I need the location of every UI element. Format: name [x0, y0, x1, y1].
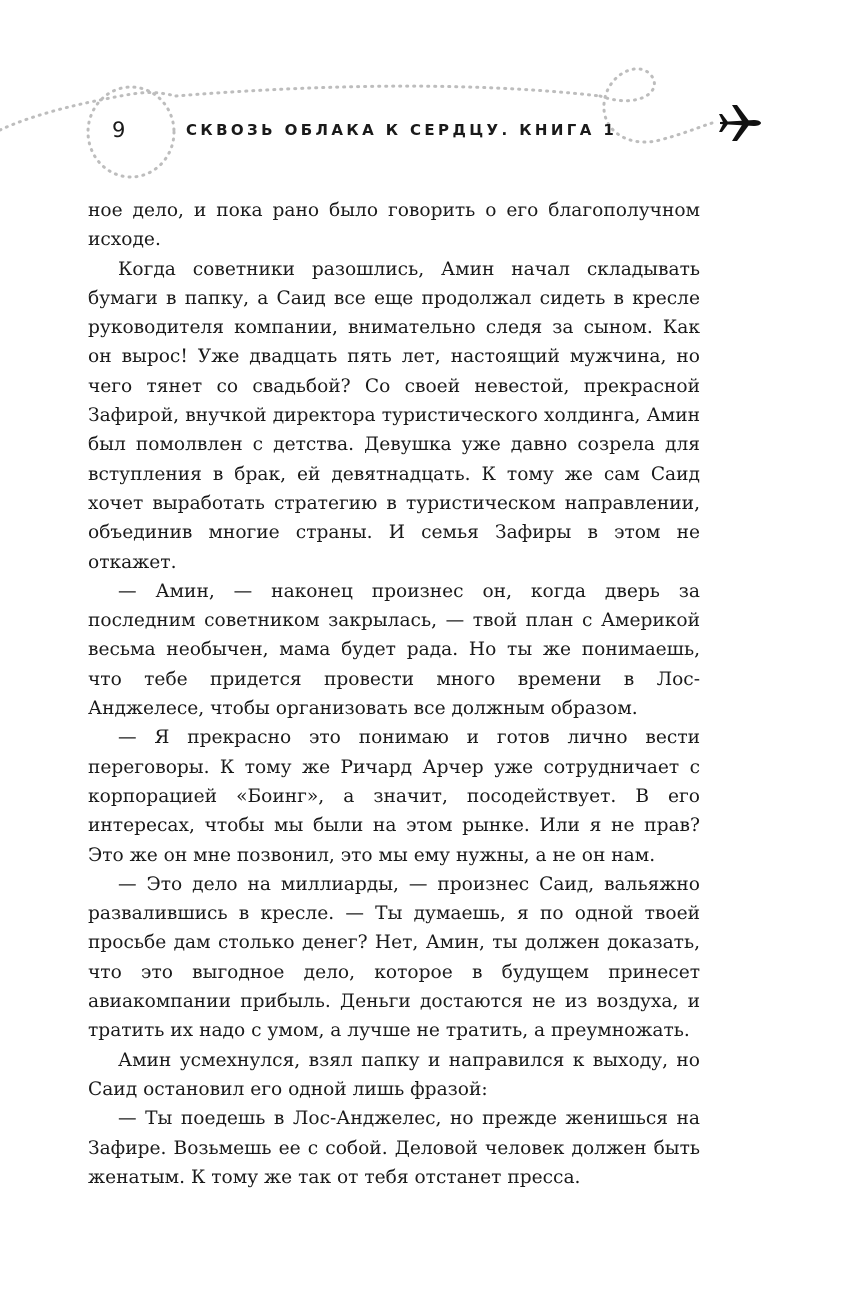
running-title: СКВОЗЬ ОБЛАКА К СЕРДЦУ. КНИГА 1	[186, 121, 618, 139]
paragraph: ное дело, и пока рано было говорить о его благополучном исходе.	[88, 200, 700, 251]
paragraph: — Ты поедешь в Лос-Анджелес, но прежде женишься на Зафире. Возьмешь ее с собой. Деловой человек должен быть женатым. К тому же так от тебя отстанет пресса.	[88, 1108, 700, 1188]
dotted-flight-path	[0, 0, 844, 200]
paragraph: Когда советники разошлись, Амин начал складывать бумаги в папку, а Саид все еще продолжал сидеть в кресле руководителя компании, внимательно следя за сыном. Как он вырос! Уже двадцать пять лет, настоящий мужчина, но чего тянет со свадьбой? Со своей невестой, прекрасной Зафирой, внучкой директора туристического холдинга, Амин был помолвлен с детства. Девушка уже давно созрела для вступления в брак, ей девятнадцать. К тому же сам Саид хочет выработать стратегию в туристическом направлении, объединив многие страны. И семья Зафиры в этом не откажет.	[88, 258, 700, 573]
flight-path-trail	[0, 93, 176, 130]
flight-path-loop	[600, 69, 716, 142]
paragraph: — Я прекрасно это понимаю и готов лично вести переговоры. К тому же Ричард Арчер уже сотрудничает с корпорацией «Боинг», а значит, посодействует. В его интересах, чтобы мы были на этом рынке. Или я не прав? Это же он мне позвонил, это мы ему нужны, а не он нам.	[88, 727, 700, 866]
paragraph: — Амин, — наконец произнес он, когда дверь за последним советником закрылась, — твой план с Америкой весьма необычен, мама будет рада. Но ты же понимаешь, что тебе придется провести много времени в Лос-Анджелесе, чтобы организовать все должным образом.	[88, 580, 700, 720]
paragraph: Амин усмехнулся, взял папку и направился к выходу, но Саид остановил его одной лишь фразой:	[88, 1049, 700, 1100]
flight-path-top	[176, 86, 600, 96]
page-number: 9	[112, 118, 126, 142]
airplane-icon	[718, 103, 762, 143]
paragraph: — Это дело на миллиарды, — произнес Саид, вальяжно развалившись в кресле. — Ты думаешь, я по одной твоей просьбе дам столько денег? Нет, Амин, ты должен доказать, что это выгодное дело, которое в будущем принесет авиакомпании прибыль. Деньги достаются не из воздуха, и тратить их надо с умом, а лучше не тратить, а преумножать.	[88, 873, 700, 1042]
body-text	[88, 196, 700, 1192]
